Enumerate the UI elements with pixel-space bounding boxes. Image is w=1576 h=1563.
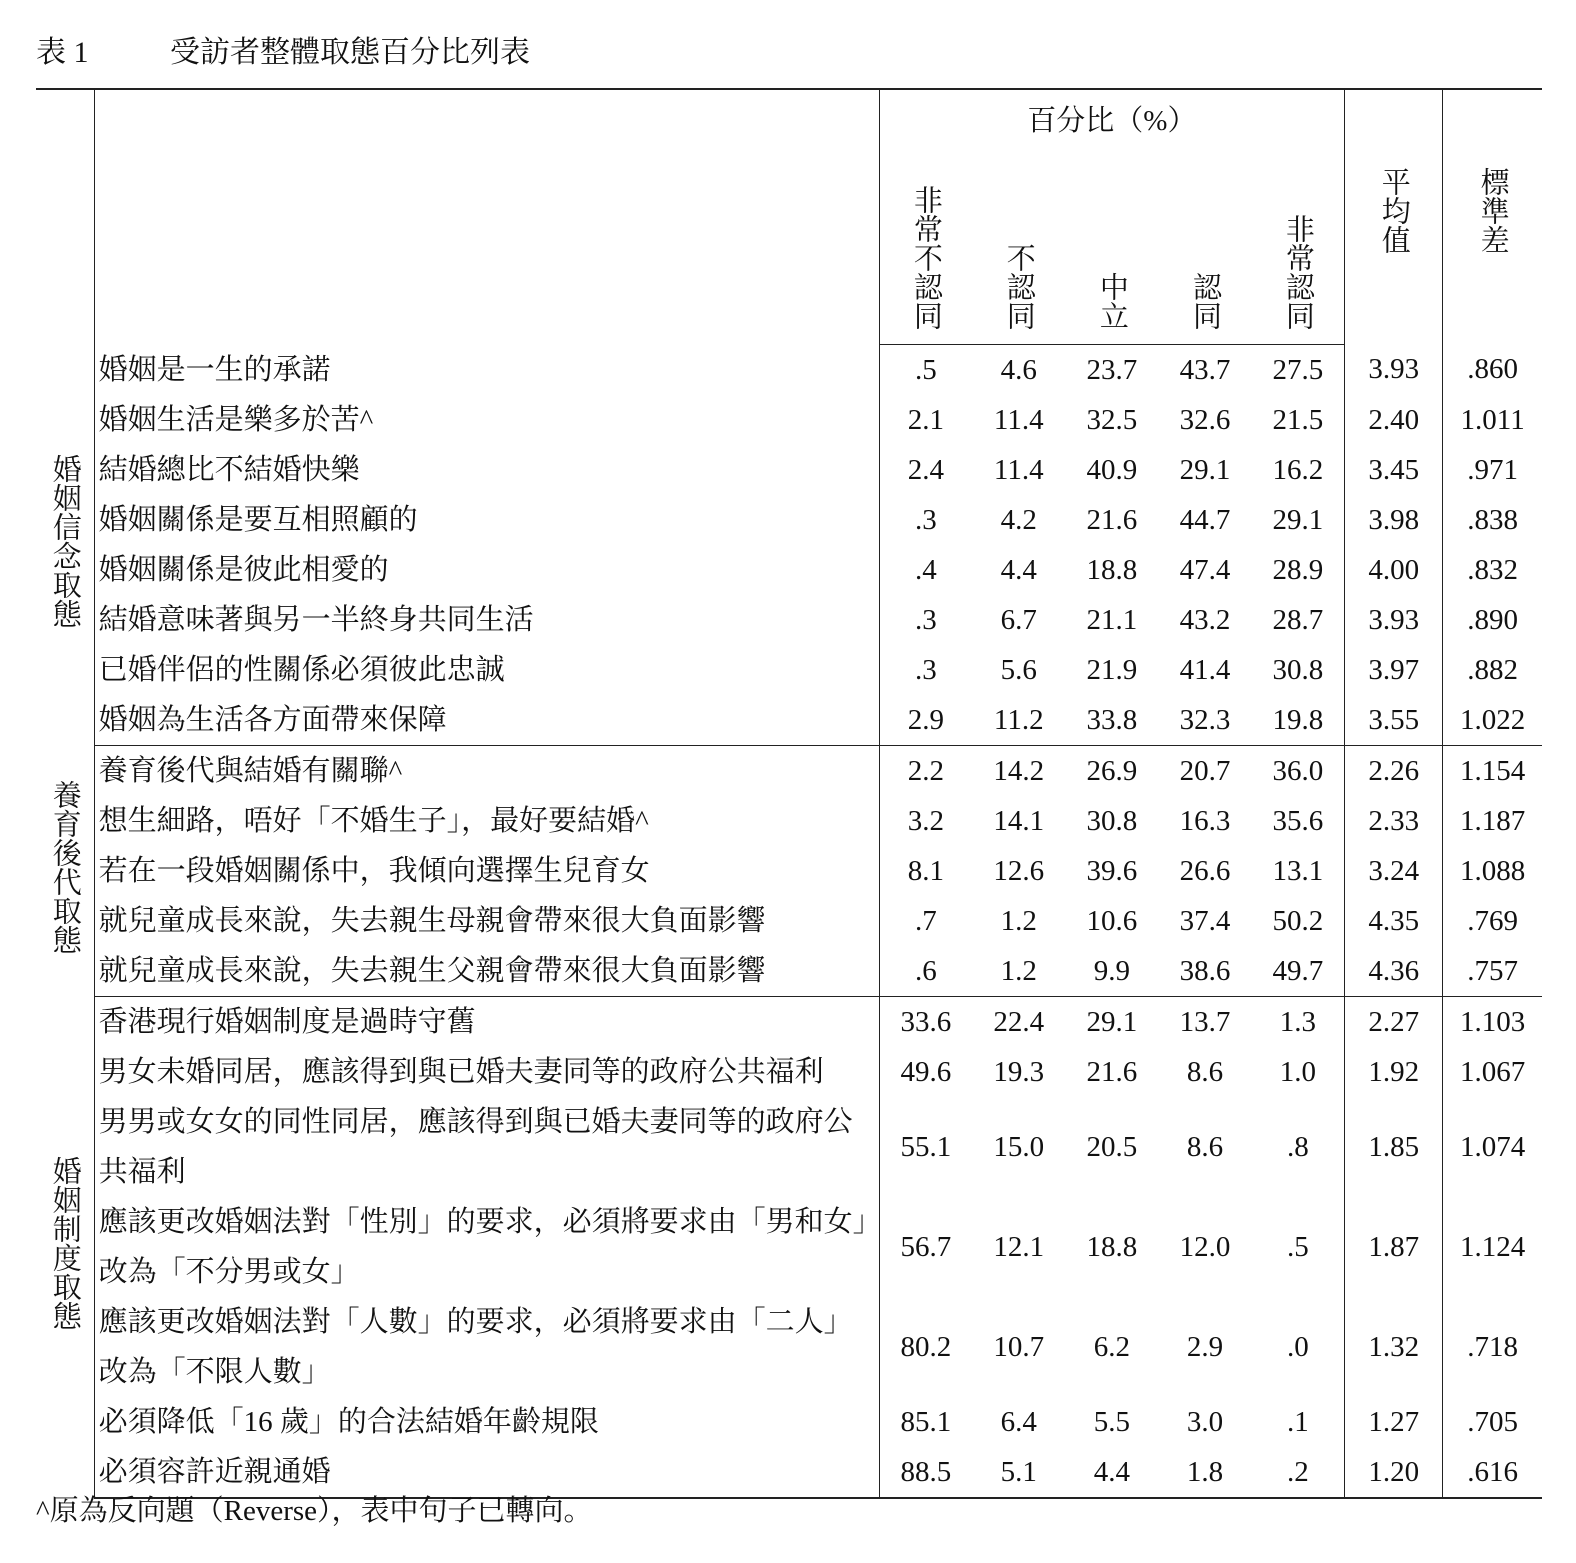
header-agree: 認同 <box>1158 148 1251 345</box>
value-strongly-disagree: 3.2 <box>907 804 945 837</box>
value-strongly-agree: .1 <box>1252 1397 1345 1447</box>
value-sd: .890 <box>1467 603 1519 636</box>
value-neutral: 21.6 <box>1086 503 1138 536</box>
item-text: 男女未婚同居，應該得到與已婚夫妻同等的政府公共福利 <box>94 1047 879 1097</box>
value-disagree: 11.4 <box>993 453 1044 486</box>
item-text: 想生細路，唔好「不婚生子」，最好要結婚^ <box>94 796 879 846</box>
value-strongly-agree: 13.1 <box>1252 846 1345 896</box>
table-row <box>36 695 1542 746</box>
survey-table <box>36 88 1542 1499</box>
value-mean: 1.92 <box>1345 1047 1443 1097</box>
table-row <box>36 796 1542 846</box>
value-disagree: 12.1 <box>993 1230 1045 1263</box>
value-agree: 12.0 <box>1179 1230 1231 1263</box>
table-row <box>36 1297 1542 1397</box>
value-mean: 4.35 <box>1345 896 1443 946</box>
table-row <box>36 445 1542 495</box>
value-disagree: 4.4 <box>1000 553 1037 586</box>
value-agree: 8.6 <box>1186 1055 1224 1088</box>
value-agree: 32.3 <box>1158 695 1251 746</box>
value-sd: .832 <box>1467 553 1519 586</box>
value-mean: 2.40 <box>1345 395 1443 445</box>
value-sd: 1.067 <box>1460 1055 1526 1088</box>
header-strongly-disagree: 非常不認同 <box>879 148 972 345</box>
item-text: 就兒童成長來說，失去親生母親會帶來很大負面影響 <box>94 896 879 946</box>
item-text: 婚姻是一生的承諾 <box>94 345 879 396</box>
value-strongly-disagree: .4 <box>915 553 937 586</box>
value-strongly-disagree: 49.6 <box>900 1055 952 1088</box>
item-text: 應該更改婚姻法對「人數」的要求，必須將要求由「二人」改為「不限人數」 <box>94 1297 879 1397</box>
value-sd: 1.011 <box>1460 403 1525 436</box>
item-text: 香港現行婚姻制度是過時守舊 <box>94 997 879 1048</box>
value-disagree: 6.7 <box>1000 603 1037 636</box>
value-agree: 41.4 <box>1179 653 1231 686</box>
item-text: 婚姻為生活各方面帶來保障 <box>94 695 879 746</box>
value-strongly-agree: .8 <box>1252 1097 1345 1197</box>
value-agree: 8.6 <box>1186 1130 1224 1163</box>
header-mean-label: 平均值 <box>1377 166 1410 254</box>
value-agree: 32.6 <box>1179 403 1231 436</box>
value-strongly-agree: 1.0 <box>1252 1047 1345 1097</box>
section-group-label: 婚姻信念取態 <box>48 454 81 628</box>
value-sd: .769 <box>1467 904 1519 937</box>
item-text: 結婚總比不結婚快樂 <box>94 445 879 495</box>
header-strongly-agree: 非常認同 <box>1252 148 1345 345</box>
item-text: 婚姻關係是彼此相愛的 <box>94 545 879 595</box>
item-text: 已婚伴侶的性關係必須彼此忠誠 <box>94 645 879 695</box>
value-neutral: 33.8 <box>1065 695 1158 746</box>
table-row <box>36 1447 1542 1498</box>
value-mean: 2.33 <box>1345 796 1443 846</box>
value-disagree: 1.2 <box>1000 904 1037 937</box>
value-agree: 20.7 <box>1179 754 1231 787</box>
value-mean: 2.26 <box>1345 746 1443 797</box>
header-mean <box>1345 89 1443 345</box>
value-sd: .616 <box>1443 1447 1542 1498</box>
value-neutral: 18.8 <box>1086 1230 1138 1263</box>
value-neutral: 40.9 <box>1086 453 1138 486</box>
item-text: 應該更改婚姻法對「性別」的要求，必須將要求由「男和女」改為「不分男或女」 <box>94 1197 879 1297</box>
value-agree: 3.0 <box>1186 1405 1224 1438</box>
value-strongly-disagree: 2.4 <box>907 453 945 486</box>
value-mean: 3.24 <box>1345 846 1443 896</box>
table-row <box>36 1047 1542 1097</box>
value-strongly-disagree: 8.1 <box>907 854 945 887</box>
table-row <box>36 495 1542 545</box>
value-strongly-agree: .5 <box>1252 1197 1345 1297</box>
table-body <box>36 345 1542 1499</box>
value-strongly-disagree: 2.1 <box>907 403 945 436</box>
value-agree: 13.7 <box>1179 1005 1231 1038</box>
value-agree: 29.1 <box>1179 453 1231 486</box>
table-row <box>36 746 1542 797</box>
value-disagree: 5.1 <box>972 1447 1065 1498</box>
value-mean: 3.98 <box>1345 495 1443 545</box>
value-neutral: 23.7 <box>1086 353 1138 386</box>
item-text: 必須降低「16 歲」的合法結婚年齡規限 <box>94 1397 879 1447</box>
header-neutral: 中立 <box>1065 148 1158 345</box>
value-strongly-agree: 36.0 <box>1252 746 1345 797</box>
value-agree: 47.4 <box>1179 553 1231 586</box>
footnote: ^原為反向題（Reverse），表中句子已轉向。 <box>36 1495 593 1527</box>
table-caption <box>36 34 530 72</box>
value-sd: .838 <box>1467 503 1519 536</box>
value-mean: 1.27 <box>1345 1397 1443 1447</box>
value-agree: 2.9 <box>1186 1330 1224 1363</box>
value-sd: .705 <box>1467 1405 1519 1438</box>
value-strongly-agree: 19.8 <box>1252 695 1345 746</box>
value-strongly-disagree: 56.7 <box>900 1230 952 1263</box>
item-text: 結婚意味著與另一半終身共同生活 <box>94 595 879 645</box>
header-blank-item <box>94 89 879 345</box>
value-disagree: 11.2 <box>972 695 1065 746</box>
value-strongly-disagree: .5 <box>915 353 937 386</box>
value-strongly-disagree: 2.9 <box>879 695 972 746</box>
value-sd: 1.022 <box>1443 695 1542 746</box>
value-agree: 43.7 <box>1179 353 1231 386</box>
value-agree: 37.4 <box>1179 904 1231 937</box>
value-mean: 3.93 <box>1345 595 1443 645</box>
value-disagree: 15.0 <box>993 1130 1045 1163</box>
value-disagree: 19.3 <box>993 1055 1045 1088</box>
value-neutral: 21.1 <box>1086 603 1138 636</box>
value-disagree: 14.2 <box>993 754 1045 787</box>
value-sd: .971 <box>1467 453 1519 486</box>
value-neutral: 26.9 <box>1086 754 1138 787</box>
value-strongly-agree: 28.9 <box>1252 545 1345 595</box>
table-row <box>36 846 1542 896</box>
value-sd: 1.103 <box>1460 1005 1526 1038</box>
table-row <box>36 645 1542 695</box>
value-strongly-disagree: 33.6 <box>900 1005 952 1038</box>
value-agree: 1.8 <box>1158 1447 1251 1498</box>
value-strongly-agree: 27.5 <box>1252 345 1345 396</box>
value-strongly-disagree: .6 <box>879 946 972 997</box>
value-mean: 1.87 <box>1345 1197 1443 1297</box>
value-neutral: 30.8 <box>1086 804 1138 837</box>
value-strongly-disagree: 88.5 <box>879 1447 972 1498</box>
value-sd: 1.088 <box>1460 854 1526 887</box>
value-strongly-agree: 28.7 <box>1252 595 1345 645</box>
section-group-label: 婚姻制度取態 <box>48 1156 81 1331</box>
value-disagree: 10.7 <box>993 1330 1045 1363</box>
item-text: 婚姻生活是樂多於苦^ <box>94 395 879 445</box>
item-text: 養育後代與結婚有關聯^ <box>94 746 879 797</box>
table-row <box>36 545 1542 595</box>
value-disagree: 1.2 <box>972 946 1065 997</box>
header-sd-label: 標準差 <box>1476 166 1509 254</box>
table-row <box>36 395 1542 445</box>
value-neutral: 20.5 <box>1086 1130 1138 1163</box>
item-text: 男男或女女的同性同居，應該得到與已婚夫妻同等的政府公共福利 <box>94 1097 879 1197</box>
value-strongly-disagree: .3 <box>915 503 937 536</box>
value-neutral: 4.4 <box>1065 1447 1158 1498</box>
value-strongly-disagree: .3 <box>915 653 937 686</box>
value-strongly-disagree: .3 <box>915 603 937 636</box>
item-text: 就兒童成長來說，失去親生父親會帶來很大負面影響 <box>94 946 879 997</box>
value-agree: 44.7 <box>1179 503 1231 536</box>
value-disagree: 6.4 <box>1000 1405 1037 1438</box>
value-strongly-disagree: 2.2 <box>907 754 945 787</box>
value-agree: 16.3 <box>1179 804 1231 837</box>
value-neutral: 29.1 <box>1086 1005 1138 1038</box>
value-sd: 1.187 <box>1460 804 1526 837</box>
value-disagree: 11.4 <box>993 403 1044 436</box>
value-sd: .860 <box>1467 353 1519 386</box>
table-title: 受訪者整體取態百分比列表 <box>170 36 530 69</box>
table-row <box>36 896 1542 946</box>
value-neutral: 9.9 <box>1065 946 1158 997</box>
value-mean: 2.27 <box>1345 997 1443 1048</box>
value-disagree: 22.4 <box>993 1005 1045 1038</box>
value-strongly-agree: 30.8 <box>1252 645 1345 695</box>
header-disagree: 不認同 <box>972 148 1065 345</box>
value-strongly-disagree: 85.1 <box>900 1405 952 1438</box>
value-strongly-disagree: 80.2 <box>900 1330 952 1363</box>
table-row <box>36 595 1542 645</box>
value-agree: 26.6 <box>1179 854 1231 887</box>
value-mean: 1.32 <box>1345 1297 1443 1397</box>
value-disagree: 5.6 <box>1000 653 1037 686</box>
value-neutral: 39.6 <box>1086 854 1138 887</box>
value-disagree: 4.6 <box>1000 353 1037 386</box>
table-row <box>36 1197 1542 1297</box>
header-blank-group <box>36 89 94 345</box>
value-neutral: 5.5 <box>1093 1405 1130 1438</box>
value-agree: 38.6 <box>1158 946 1251 997</box>
value-mean: 3.97 <box>1345 645 1443 695</box>
value-strongly-agree: 50.2 <box>1252 896 1345 946</box>
section-group-label: 養育後代取態 <box>48 780 81 954</box>
item-text: 必須容許近親通婚 <box>94 1447 879 1498</box>
value-neutral: 10.6 <box>1086 904 1138 937</box>
value-disagree: 12.6 <box>993 854 1045 887</box>
value-strongly-agree: 21.5 <box>1252 395 1345 445</box>
value-sd: .882 <box>1467 653 1519 686</box>
value-mean: 1.85 <box>1345 1097 1443 1197</box>
table-row <box>36 1397 1542 1447</box>
value-strongly-agree: .0 <box>1252 1297 1345 1397</box>
value-sd: 1.154 <box>1460 754 1526 787</box>
value-strongly-agree: 29.1 <box>1252 495 1345 545</box>
table-row <box>36 946 1542 997</box>
value-mean: 3.93 <box>1345 345 1443 396</box>
value-mean: 3.55 <box>1345 695 1443 746</box>
item-text: 若在一段婚姻關係中，我傾向選擇生兒育女 <box>94 846 879 896</box>
section-group-cell <box>36 997 94 1499</box>
table-row <box>36 1097 1542 1197</box>
table-number: 表 1 <box>36 36 89 69</box>
value-neutral: 32.5 <box>1086 403 1138 436</box>
section-group-cell <box>36 345 94 746</box>
value-strongly-disagree: .7 <box>915 904 937 937</box>
value-neutral: 21.9 <box>1086 653 1138 686</box>
value-disagree: 14.1 <box>993 804 1045 837</box>
value-sd: 1.074 <box>1460 1130 1526 1163</box>
value-strongly-agree: 49.7 <box>1252 946 1345 997</box>
value-strongly-agree: 1.3 <box>1252 997 1345 1048</box>
value-mean: 4.36 <box>1345 946 1443 997</box>
value-neutral: 21.6 <box>1086 1055 1138 1088</box>
value-sd: .718 <box>1467 1330 1519 1363</box>
section-group-cell <box>36 746 94 997</box>
item-text: 婚姻關係是要互相照顧的 <box>94 495 879 545</box>
value-neutral: 6.2 <box>1093 1330 1130 1363</box>
table-row <box>36 345 1542 396</box>
value-mean: 3.45 <box>1345 445 1443 495</box>
value-sd: 1.124 <box>1460 1230 1526 1263</box>
percent-header: 百分比（%） <box>879 89 1345 148</box>
value-strongly-agree: 16.2 <box>1252 445 1345 495</box>
value-mean: 1.20 <box>1345 1447 1443 1498</box>
value-strongly-disagree: 55.1 <box>900 1130 952 1163</box>
table-row <box>36 997 1542 1048</box>
value-strongly-agree: .2 <box>1252 1447 1345 1498</box>
value-agree: 43.2 <box>1179 603 1231 636</box>
value-disagree: 4.2 <box>1000 503 1037 536</box>
value-mean: 4.00 <box>1345 545 1443 595</box>
header-sd <box>1443 89 1542 345</box>
value-sd: .757 <box>1443 946 1542 997</box>
value-neutral: 18.8 <box>1086 553 1138 586</box>
value-strongly-agree: 35.6 <box>1252 796 1345 846</box>
